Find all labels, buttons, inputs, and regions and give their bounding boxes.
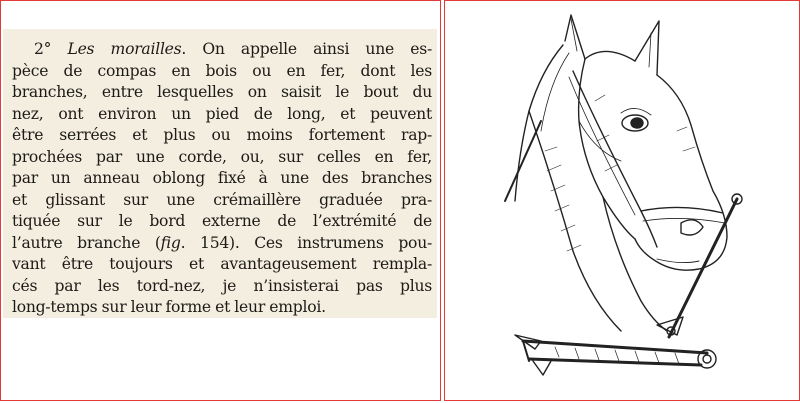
horse-morailles-engraving [445, 1, 800, 402]
text-run: vant être toujours et avantageusement rempla- [12, 255, 432, 273]
text-run: 2° [34, 40, 68, 58]
text-line [12, 104, 432, 126]
text-run: et glissant sur une crémaillère graduée pra- [12, 190, 432, 209]
text-run: l’autre branche ( [12, 233, 161, 252]
text-run: prochées par une corde, ou, sur celles en fer, [12, 147, 432, 166]
text-line [12, 125, 432, 147]
text-run: être serrées et plus ou moins fortement rap- [12, 126, 432, 144]
book-page-excerpt [3, 29, 437, 318]
text-run: Les morailles [67, 40, 182, 58]
text-line [12, 39, 432, 61]
text-run: . 154). Ces instrumens pou- [180, 233, 433, 252]
text-run: fig [160, 233, 181, 252]
text-line [12, 254, 432, 276]
text-run: branches, entre lesquelles on saisit le bout du [12, 83, 432, 101]
text-line [12, 147, 432, 169]
text-run: long-temps sur leur forme et leur emploi. [12, 298, 326, 316]
text-line [12, 82, 432, 104]
text-line [12, 233, 432, 255]
image-panel [444, 0, 800, 401]
text-run: . On appelle ainsi une es- [181, 40, 432, 58]
text-run: nez, ont environ un pied de long, et peuvent [12, 104, 432, 123]
morailles-paragraph [12, 39, 432, 319]
text-line [12, 168, 432, 190]
text-run: cés par les tord-nez, je n’insisterai pas plus [12, 276, 432, 295]
text-line [12, 276, 432, 298]
text-line [12, 61, 432, 83]
text-line [12, 211, 432, 233]
text-run: par un anneau oblong fixé à une des branches [12, 169, 432, 187]
text-line [12, 297, 432, 319]
text-run: tiquée sur le bord externe de l’extrémité de [12, 212, 432, 230]
text-run: pèce de compas en bois ou en fer, dont les [12, 61, 432, 80]
text-line [12, 190, 432, 212]
